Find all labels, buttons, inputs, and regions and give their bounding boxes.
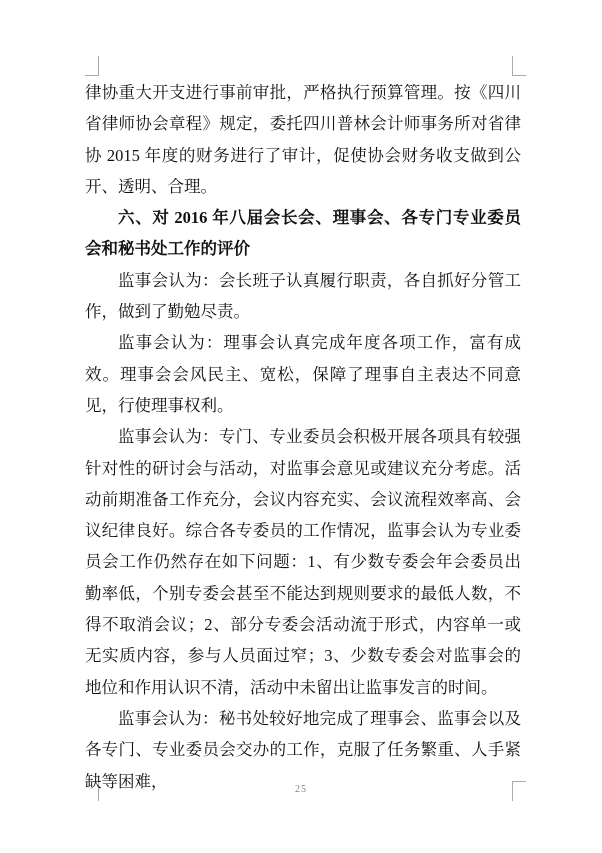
paragraph: 监事会认为：理事会认真完成年度各项工作，富有成效。理事会会风民主、宽松，保障了理事自主表达不同意见，行使理事权利。 xyxy=(85,333,521,415)
margin-mark-top-left xyxy=(85,56,99,76)
paragraph-continuation: 律协重大开支进行事前审批，严格执行预算管理。按《四川省律师协会章程》规定，委托四川普林会计师事务所对省律协 2015 年度的财务进行了审计，促使协会财务收支做到公开、透明、合理。 xyxy=(85,83,521,196)
paragraph: 监事会认为：秘书处较好地完成了理事会、监事会以及各专门、专业委员会交办的工作，克服了任务繁重、人手紧缺等困难， xyxy=(85,708,521,791)
paragraph: 监事会认为：专门、专业委员会积极开展各项具有较强针对性的研讨会与活动，对监事会意见或建议充分考虑。活动前期准备工作充分，会议内容充实、会议流程效率高、会议纪律良好。综合各专委员的工作情况，监事会认为专业委员会工作仍然存在如下问题：1、有少数专委会年会委员出勤率低，个别专委会甚至不能达到规则要求的最低人数，不得不取消会议；2、部分专委会活动流于形式，内容单一或无实质内容，参与人员面过窄；3、少数专委会对监事会的地位和作用认识不清，活动中未留出让监事发言的时间。 xyxy=(85,427,521,697)
page-body-text xyxy=(85,77,521,797)
margin-mark-top-right xyxy=(512,56,526,76)
section-heading: 六、对 2016 年八届会长会、理事会、各专门专业委员会和秘书处工作的评价 xyxy=(85,208,521,259)
paragraph: 监事会认为：会长班子认真履行职责，各自抓好分管工作，做到了勤勉尽责。 xyxy=(85,270,521,322)
page-number: 25 xyxy=(295,784,307,795)
